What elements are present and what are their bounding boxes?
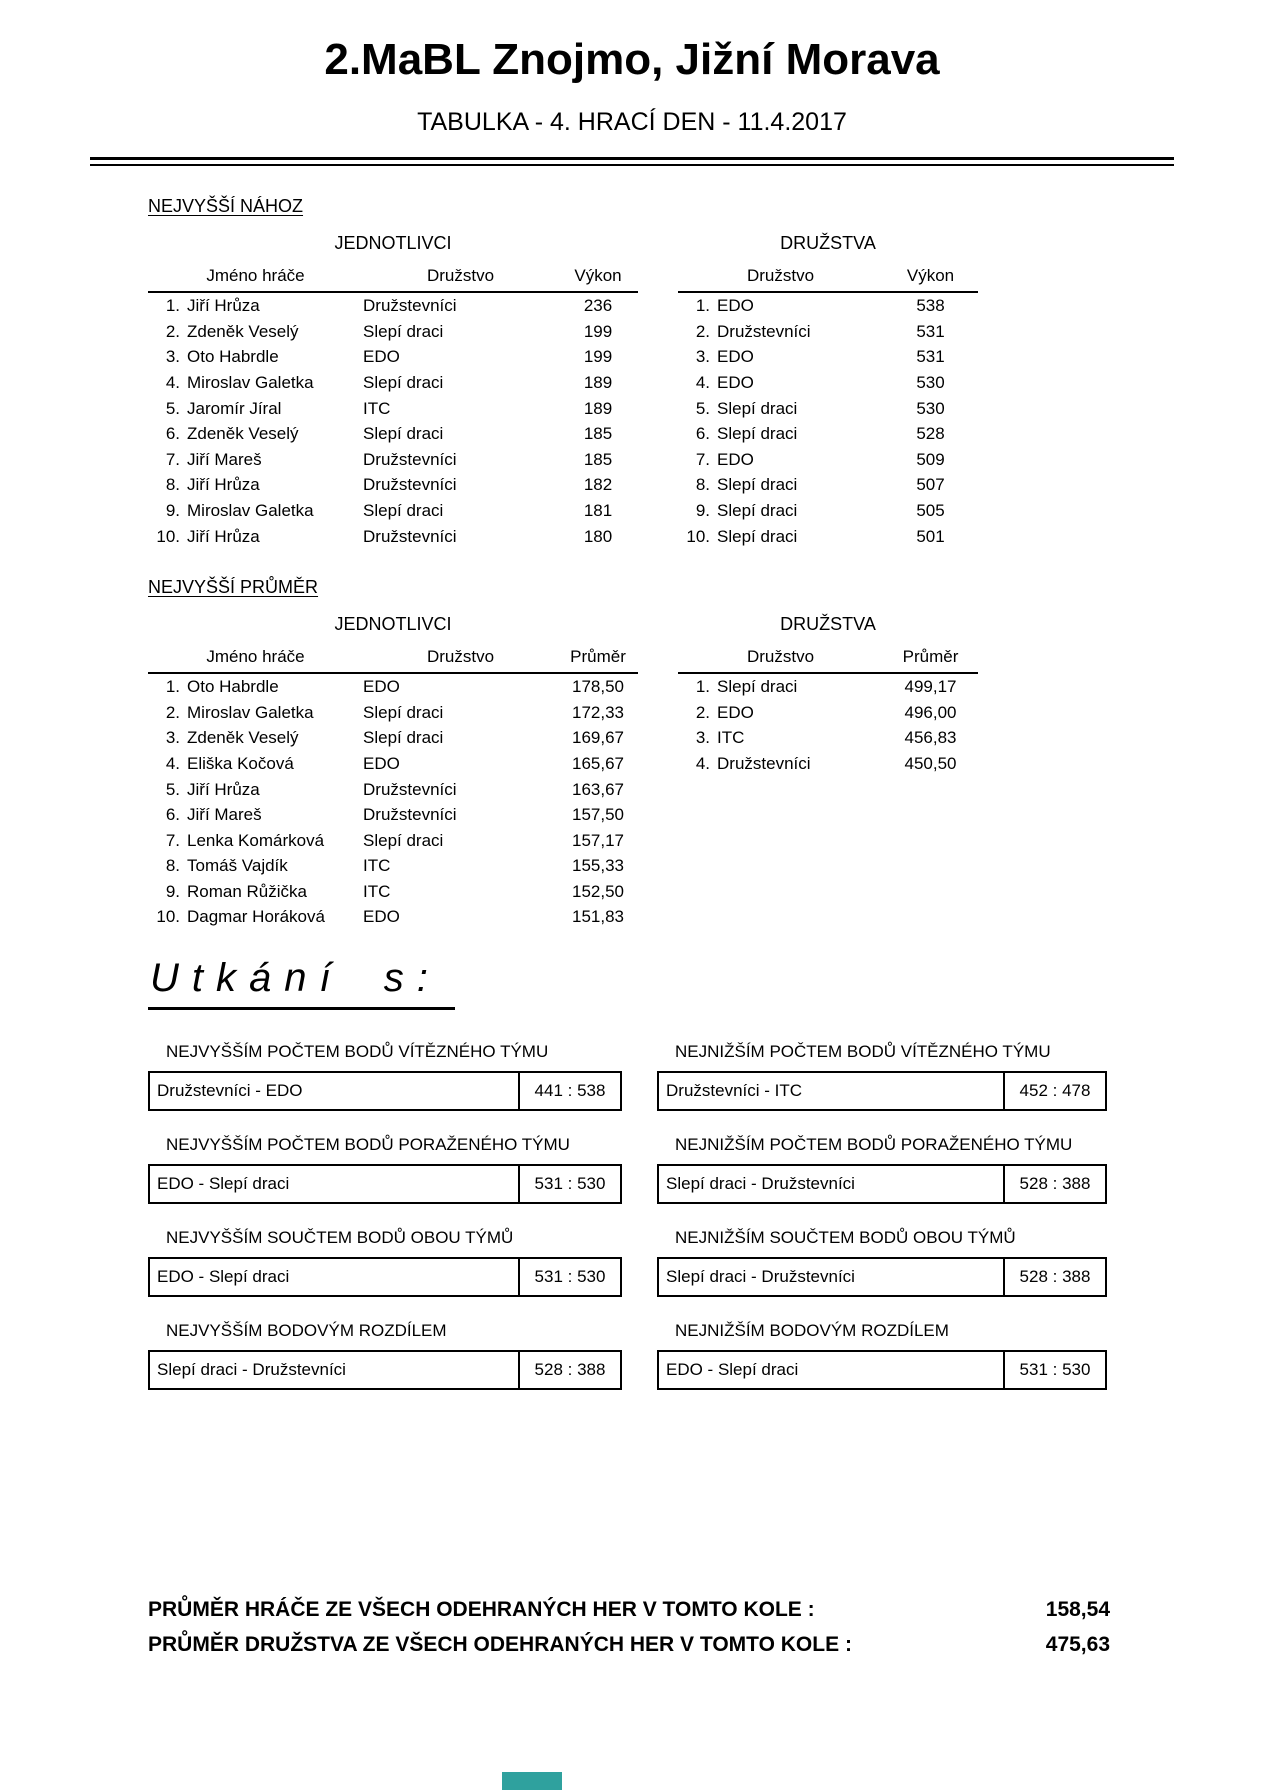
team-cell — [678, 700, 883, 726]
column-header: Družstvo — [363, 647, 558, 673]
score-value: 189 — [583, 398, 613, 418]
player-name: Jiří Mareš — [187, 449, 262, 469]
stat-block — [657, 1228, 1107, 1297]
rank: 6. — [165, 424, 180, 444]
score-value: 185 — [583, 424, 613, 444]
table-row — [678, 421, 978, 447]
average-value: 499,17 — [904, 677, 957, 697]
team-name: Slepí draci — [363, 424, 444, 444]
team-name: Slepí draci — [363, 321, 444, 341]
stat-label: NEJVYŠŠÍM BODOVÝM ROZDÍLEM — [166, 1321, 447, 1341]
team-cell — [678, 447, 883, 473]
stat-score: 452 : 478 — [1003, 1073, 1105, 1109]
stat-block — [657, 1042, 1107, 1111]
average-value: 152,50 — [572, 881, 624, 901]
stat-score: 531 : 530 — [518, 1166, 620, 1202]
player-name: Tomáš Vajdík — [187, 856, 288, 876]
team-name: Družstevníci — [717, 321, 811, 341]
rank: 2. — [165, 702, 180, 722]
rank: 8. — [165, 856, 180, 876]
summary-footer — [148, 1595, 1110, 1660]
player-name: Oto Habrdle — [187, 677, 279, 697]
stat-block — [148, 1321, 622, 1390]
player-cell — [148, 879, 363, 905]
player-name: Zdeněk Veselý — [187, 424, 299, 444]
team-cell — [678, 726, 883, 752]
stat-label: NEJVYŠŠÍM POČTEM BODŮ VÍTĚZNÉHO TÝMU — [166, 1042, 549, 1062]
rank: 9. — [165, 500, 180, 520]
rank: 9. — [695, 500, 710, 520]
stat-score: 528 : 388 — [518, 1352, 620, 1388]
teams-heading: DRUŽSTVA — [780, 233, 876, 254]
rank: 6. — [165, 805, 180, 825]
table-row — [148, 905, 638, 931]
team-name: Slepí draci — [717, 475, 798, 495]
table-row — [148, 319, 638, 345]
rank: 5. — [165, 779, 180, 799]
rank: 2. — [695, 702, 710, 722]
team-cell — [678, 751, 883, 777]
rank: 5. — [695, 398, 710, 418]
stat-box — [657, 1071, 1107, 1111]
column-header: Výkon — [883, 266, 978, 292]
player-cell — [148, 828, 363, 854]
team-name: EDO — [717, 347, 754, 367]
section-title-prumer: NEJVYŠŠÍ PRŮMĚR — [148, 577, 319, 598]
table-row — [678, 700, 978, 726]
table-row — [148, 524, 638, 550]
stat-score: 528 : 388 — [1003, 1166, 1105, 1202]
prumer-teams-table — [678, 647, 978, 776]
summary-label: PRŮMĚR HRÁČE ZE VŠECH ODEHRANÝCH HER V TOMTO KOLE : — [148, 1598, 815, 1622]
team-name: EDO — [363, 677, 400, 697]
player-name: Miroslav Galetka — [187, 372, 314, 392]
average-value: 496,00 — [904, 702, 957, 722]
stat-box — [657, 1164, 1107, 1204]
table-row — [678, 473, 978, 499]
teams-heading: DRUŽSTVA — [780, 614, 876, 635]
team-cell — [678, 498, 883, 524]
table-row — [678, 673, 978, 700]
column-header: Výkon — [558, 266, 638, 292]
player-name: Jiří Hrůza — [187, 296, 260, 316]
score-value: 501 — [916, 526, 945, 546]
player-cell — [148, 473, 363, 499]
column-header: Družstvo — [678, 266, 883, 292]
team-name: Družstevníci — [363, 526, 457, 546]
stat-label: NEJNIŽŠÍM POČTEM BODŮ VÍTĚZNÉHO TÝMU — [675, 1042, 1051, 1062]
average-value: 157,17 — [572, 830, 624, 850]
table-row — [678, 524, 978, 550]
stat-box — [657, 1350, 1107, 1390]
team-name: ITC — [717, 728, 745, 748]
average-value: 155,33 — [572, 856, 624, 876]
team-cell — [678, 292, 883, 319]
table-header-row — [148, 647, 638, 673]
player-cell — [148, 447, 363, 473]
score-value: 182 — [583, 475, 613, 495]
table-row — [148, 802, 638, 828]
player-name: Lenka Komárková — [187, 830, 325, 850]
score-value: 185 — [583, 449, 613, 469]
team-name: Družstevníci — [363, 449, 457, 469]
average-value: 450,50 — [904, 753, 957, 773]
stat-match: EDO - Slepí draci — [157, 1267, 290, 1287]
player-cell — [148, 853, 363, 879]
header-divider — [90, 157, 1174, 166]
average-value: 178,50 — [572, 677, 624, 697]
average-value: 169,67 — [572, 728, 624, 748]
score-value: 199 — [583, 347, 613, 367]
score-value: 531 — [916, 347, 945, 367]
score-value: 505 — [916, 500, 945, 520]
table-row — [148, 396, 638, 422]
score-value: 180 — [583, 526, 613, 546]
average-value: 151,83 — [572, 907, 624, 927]
stat-score: 531 : 530 — [518, 1259, 620, 1295]
player-cell — [148, 751, 363, 777]
rank: 9. — [165, 881, 180, 901]
table-row — [148, 700, 638, 726]
player-name: Miroslav Galetka — [187, 702, 314, 722]
column-header: Jméno hráče — [148, 266, 363, 292]
player-name: Oto Habrdle — [187, 347, 279, 367]
player-name: Jiří Mareš — [187, 805, 262, 825]
player-cell — [148, 421, 363, 447]
table-header-row — [678, 266, 978, 292]
score-value: 530 — [916, 372, 945, 392]
player-cell — [148, 726, 363, 752]
summary-value: 158,54 — [1045, 1598, 1110, 1622]
nahoz-teams-table — [678, 266, 978, 549]
average-value: 157,50 — [572, 805, 624, 825]
team-cell — [678, 473, 883, 499]
table-row — [678, 498, 978, 524]
team-name: Slepí draci — [717, 398, 798, 418]
table-row — [148, 345, 638, 371]
table-row — [148, 726, 638, 752]
column-header: Družstvo — [678, 647, 883, 673]
team-name: Družstevníci — [363, 805, 457, 825]
nahoz-individuals — [148, 217, 638, 549]
stat-match: Slepí draci - Družstevníci — [666, 1267, 855, 1287]
nahoz-tables — [148, 217, 978, 549]
column-header: Jméno hráče — [148, 647, 363, 673]
individuals-heading: JEDNOTLIVCI — [334, 233, 452, 254]
team-name: EDO — [363, 347, 400, 367]
player-cell — [148, 396, 363, 422]
column-header: Průměr — [558, 647, 638, 673]
stat-box — [148, 1257, 622, 1297]
rank: 10. — [686, 526, 710, 546]
rank: 7. — [165, 449, 180, 469]
rank: 4. — [165, 753, 180, 773]
table-header-row — [148, 266, 638, 292]
table-row — [148, 421, 638, 447]
rank: 3. — [695, 347, 710, 367]
stat-match: EDO - Slepí draci — [157, 1174, 290, 1194]
summary-label: PRŮMĚR DRUŽSTVA ZE VŠECH ODEHRANÝCH HER V TOMTO KOLE : — [148, 1633, 852, 1657]
player-cell — [148, 345, 363, 371]
player-cell — [148, 319, 363, 345]
average-value: 163,67 — [572, 779, 624, 799]
table-row — [148, 473, 638, 499]
team-cell — [678, 524, 883, 550]
table-row — [678, 370, 978, 396]
team-name: Slepí draci — [363, 830, 444, 850]
utkani-heading: Utkání s: — [148, 956, 455, 1010]
rank: 5. — [165, 398, 180, 418]
table-row — [678, 345, 978, 371]
table-row — [678, 751, 978, 777]
player-name: Zdeněk Veselý — [187, 321, 299, 341]
player-cell — [148, 777, 363, 803]
score-value: 189 — [583, 372, 613, 392]
stat-match: Družstevníci - EDO — [157, 1081, 303, 1101]
stat-score: 531 : 530 — [1003, 1352, 1105, 1388]
team-name: Slepí draci — [717, 677, 798, 697]
team-cell — [678, 370, 883, 396]
rank: 3. — [165, 347, 180, 367]
prumer-individuals — [148, 598, 638, 930]
stat-box — [148, 1164, 622, 1204]
match-stats-grid — [148, 1042, 1264, 1390]
score-value: 530 — [916, 398, 945, 418]
team-name: EDO — [717, 449, 754, 469]
rank: 3. — [695, 728, 710, 748]
team-name: Družstevníci — [363, 475, 457, 495]
stat-label: NEJVYŠŠÍM POČTEM BODŮ PORAŽENÉHO TÝMU — [166, 1135, 570, 1155]
team-name: Slepí draci — [717, 424, 798, 444]
rank: 4. — [695, 372, 710, 392]
team-name: EDO — [717, 702, 754, 722]
player-name: Jiří Hrůza — [187, 526, 260, 546]
player-cell — [148, 673, 363, 700]
team-name: Slepí draci — [363, 372, 444, 392]
table-row — [148, 828, 638, 854]
prumer-teams — [678, 598, 978, 930]
team-name: Slepí draci — [363, 728, 444, 748]
rank: 4. — [695, 753, 710, 773]
rank: 7. — [165, 830, 180, 850]
table-row — [678, 319, 978, 345]
team-name: EDO — [363, 753, 400, 773]
team-name: Družstevníci — [363, 296, 457, 316]
rank: 2. — [695, 321, 710, 341]
table-row — [148, 370, 638, 396]
stat-label: NEJNIŽŠÍM BODOVÝM ROZDÍLEM — [675, 1321, 949, 1341]
stat-block — [148, 1042, 622, 1111]
team-name: Slepí draci — [717, 500, 798, 520]
stat-block — [657, 1135, 1107, 1204]
player-cell — [148, 905, 363, 931]
score-value: 507 — [916, 475, 945, 495]
average-value: 172,33 — [572, 702, 624, 722]
table-row — [148, 673, 638, 700]
player-cell — [148, 370, 363, 396]
summary-line — [148, 1595, 1110, 1625]
score-value: 538 — [916, 296, 945, 316]
team-cell — [678, 319, 883, 345]
player-cell — [148, 524, 363, 550]
team-name: EDO — [363, 907, 400, 927]
table-row — [678, 447, 978, 473]
table-row — [678, 726, 978, 752]
utkani-heading-wrap — [148, 956, 1264, 1010]
score-value: 531 — [916, 321, 945, 341]
prumer-tables — [148, 598, 978, 930]
stat-match: Družstevníci - ITC — [666, 1081, 803, 1101]
player-cell — [148, 802, 363, 828]
player-cell — [148, 292, 363, 319]
player-name: Eliška Kočová — [187, 753, 294, 773]
stat-label: NEJNIŽŠÍM SOUČTEM BODŮ OBOU TÝMŮ — [675, 1228, 1016, 1248]
team-cell — [678, 396, 883, 422]
summary-line — [148, 1630, 1110, 1660]
nahoz-individuals-table — [148, 266, 638, 549]
score-value: 199 — [583, 321, 613, 341]
stat-block — [148, 1228, 622, 1297]
stat-block — [148, 1135, 622, 1204]
table-row — [678, 396, 978, 422]
table-row — [148, 498, 638, 524]
average-value: 165,67 — [572, 753, 624, 773]
table-row — [148, 777, 638, 803]
team-name: Slepí draci — [363, 702, 444, 722]
player-cell — [148, 498, 363, 524]
rank: 4. — [165, 372, 180, 392]
page-title: 2.MaBL Znojmo, Jižní Morava — [324, 35, 940, 84]
rank: 2. — [165, 321, 180, 341]
score-value: 181 — [583, 500, 613, 520]
player-name: Jiří Hrůza — [187, 779, 260, 799]
rank: 1. — [165, 296, 180, 316]
stat-label: NEJVYŠŠÍM SOUČTEM BODŮ OBOU TÝMŮ — [166, 1228, 514, 1248]
stat-match: Slepí draci - Družstevníci — [157, 1360, 346, 1380]
player-name: Jiří Hrůza — [187, 475, 260, 495]
table-row — [148, 751, 638, 777]
column-header: Průměr — [883, 647, 978, 673]
rank: 6. — [695, 424, 710, 444]
player-cell — [148, 700, 363, 726]
rank: 8. — [165, 475, 180, 495]
player-name: Jaromír Jíral — [187, 398, 282, 418]
stat-match: Slepí draci - Družstevníci — [666, 1174, 855, 1194]
individuals-heading: JEDNOTLIVCI — [334, 614, 452, 635]
rank: 8. — [695, 475, 710, 495]
prumer-individuals-table — [148, 647, 638, 930]
page-subtitle: TABULKA - 4. HRACÍ DEN - 11.4.2017 — [417, 108, 847, 137]
table-header-row — [678, 647, 978, 673]
rank: 10. — [156, 907, 180, 927]
team-name: Družstevníci — [363, 779, 457, 799]
team-name: EDO — [717, 372, 754, 392]
team-name: ITC — [363, 881, 391, 901]
team-name: Slepí draci — [717, 526, 798, 546]
rank: 10. — [156, 526, 180, 546]
team-cell — [678, 345, 883, 371]
stat-block — [657, 1321, 1107, 1390]
stat-label: NEJNIŽŠÍM POČTEM BODŮ PORAŽENÉHO TÝMU — [675, 1135, 1073, 1155]
table-row — [148, 853, 638, 879]
team-name: EDO — [717, 296, 754, 316]
rank: 1. — [165, 677, 180, 697]
table-row — [678, 292, 978, 319]
team-name: Družstevníci — [717, 753, 811, 773]
team-name: ITC — [363, 398, 391, 418]
score-value: 236 — [583, 296, 613, 316]
summary-value: 475,63 — [1045, 1633, 1110, 1657]
player-name: Miroslav Galetka — [187, 500, 314, 520]
stat-box — [148, 1350, 622, 1390]
team-cell — [678, 421, 883, 447]
player-name: Dagmar Horáková — [187, 907, 325, 927]
score-value: 509 — [916, 449, 945, 469]
section-title-nahoz: NEJVYŠŠÍ NÁHOZ — [148, 196, 304, 217]
team-name: Slepí draci — [363, 500, 444, 520]
table-row — [148, 447, 638, 473]
rank: 1. — [695, 677, 710, 697]
stat-box — [148, 1071, 622, 1111]
team-name: ITC — [363, 856, 391, 876]
team-cell — [678, 673, 883, 700]
rank: 3. — [165, 728, 180, 748]
stat-box — [657, 1257, 1107, 1297]
stat-score: 528 : 388 — [1003, 1259, 1105, 1295]
bottom-accent-bar — [502, 1772, 562, 1790]
player-name: Zdeněk Veselý — [187, 728, 299, 748]
score-value: 528 — [916, 424, 945, 444]
table-row — [148, 879, 638, 905]
column-header: Družstvo — [363, 266, 558, 292]
rank: 7. — [695, 449, 710, 469]
nahoz-teams — [678, 217, 978, 549]
stat-match: EDO - Slepí draci — [666, 1360, 799, 1380]
rank: 1. — [695, 296, 710, 316]
table-row — [148, 292, 638, 319]
average-value: 456,83 — [904, 728, 957, 748]
player-name: Roman Růžička — [187, 881, 307, 901]
stat-score: 441 : 538 — [518, 1073, 620, 1109]
